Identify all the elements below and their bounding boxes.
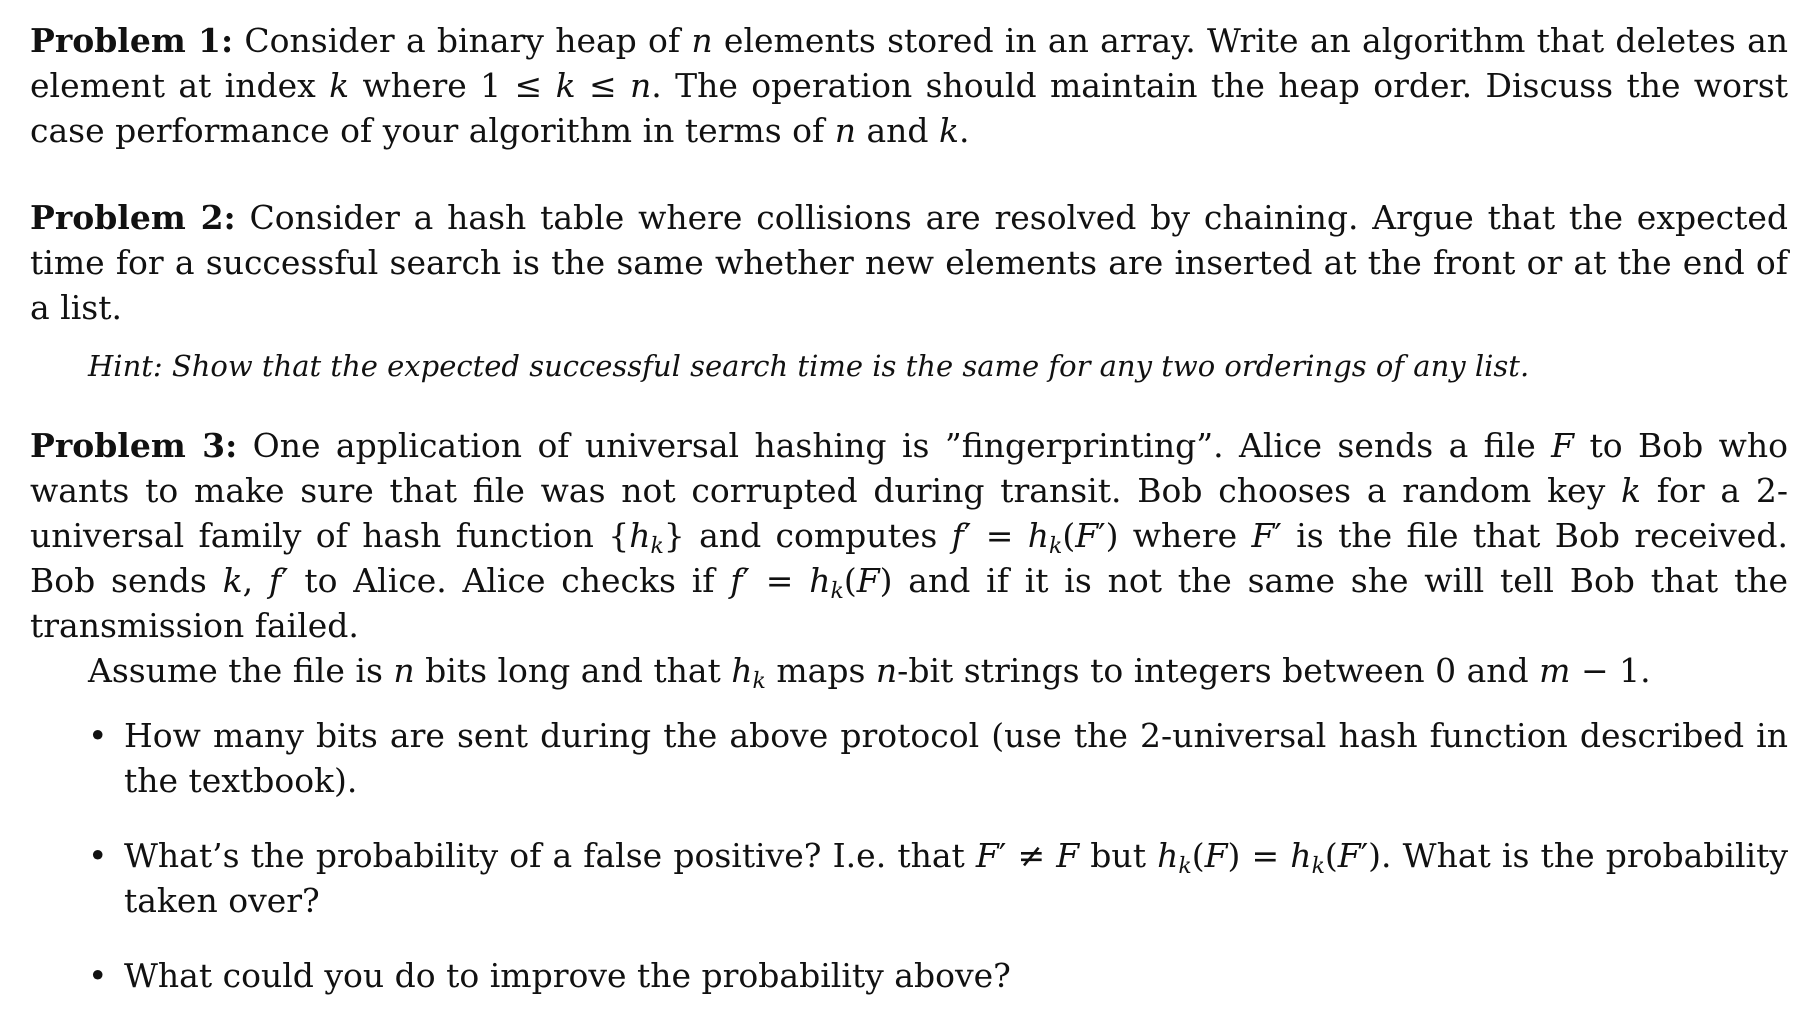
problem-1-label: Problem 1:: [30, 21, 234, 60]
problem-2: Problem 2: Consider a hash table where collisions are resolved by chaining. Argue that the expected time for a successful search is the same whether new elements are inserted at the front or at the end of a list.: [30, 198, 1788, 327]
problem-2-label: Problem 2:: [30, 198, 236, 237]
problem-3-assumption: Assume the file is n bits long and that $h_k$ maps n-bit strings to integers between 0 and m − 1.: [88, 651, 1651, 694]
bullet-icon: •: [88, 716, 108, 755]
problem-3-label: Problem 3:: [30, 426, 238, 465]
problem-3: Problem 3: One application of universal hashing is ”fingerprinting”. Alice sends a file F to Bob who wants to make sure that file was not corrupted during transit. Bob chooses a random key k for a 2-universal family of hash function $\{h_k\}$ and computes $f' = h_k(F')$ where F′ is the file that Bob received. Bob sends k, f′ to Alice. Alice checks if $f' = h_k(F)$ and if it is not the same she will tell Bob that the transmission failed. Assume the file is n bits long and that $h_k$ maps n-bit strings to integers between 0 and m − 1.: [30, 426, 1789, 694]
list-item: • What’s the probability of a false positive? I.e. that F′ ≠ F but $h_k(F) = h_k(F')$. What is the probability taken over?: [30, 833, 1788, 923]
problem-1: Problem 1: Consider a binary heap of n elements stored in an array. Write an algorithm that deletes an element at index k where 1 ≤ k ≤ n. The operation should maintain the heap order. Discuss the worst case performance of your algorithm in terms of n and k.: [30, 21, 1789, 150]
document-page: [30, 18, 1788, 1028]
list-item: • What could you do to improve the probability above?: [30, 953, 1788, 998]
problem-3-questions: [30, 713, 1788, 998]
bullet-icon: •: [88, 956, 108, 995]
problem-2-hint: Hint: Show that the expected successful search time is the same for any two orderings of any list.: [88, 349, 1530, 383]
list-item: • How many bits are sent during the above protocol (use the 2-universal hash function described in the textbook).: [30, 713, 1788, 803]
bullet-icon: •: [88, 836, 108, 875]
